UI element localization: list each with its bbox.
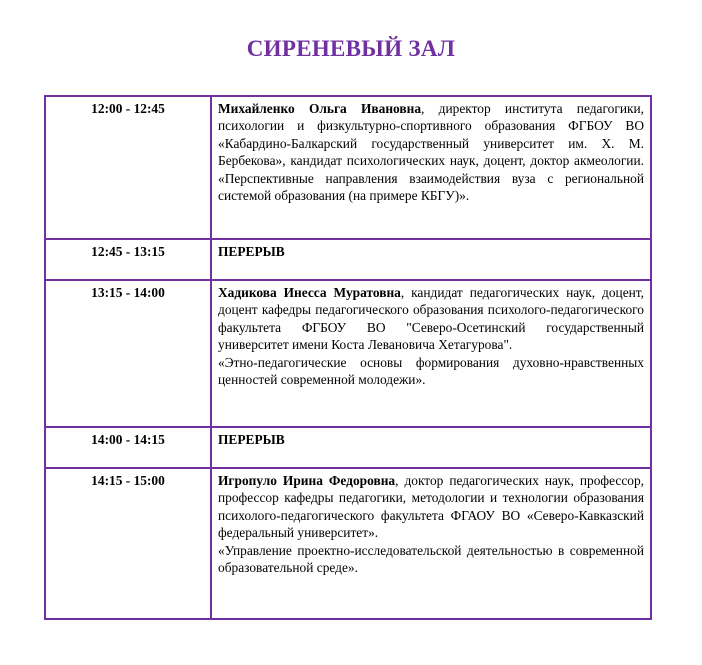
session-description [211, 280, 651, 427]
table-row [45, 96, 651, 239]
speaker-name: Михайленко Ольга Ивановна [218, 101, 422, 116]
table-row [45, 280, 651, 427]
schedule-table [44, 95, 652, 620]
session-description [211, 96, 651, 239]
hall-title: СИРЕНЕВЫЙ ЗАЛ [246, 36, 456, 61]
time-slot: 14:00 - 14:15 [45, 427, 211, 468]
speaker-name: Хадикова Инесса Муратовна [218, 285, 401, 300]
talk-topic: «Этно-педагогические основы формирования духовно-нравственных ценностей современной молодежи». [218, 354, 644, 388]
break-label: ПЕРЕРЫВ [218, 244, 285, 259]
time-slot: 14:15 - 15:00 [45, 468, 211, 619]
talk-topic: «Перспективные направления взаимодействия вуза с региональной системой образования (на примере КБГУ)». [218, 170, 644, 204]
session-description [211, 468, 651, 619]
session-description [211, 427, 651, 468]
break-label: ПЕРЕРЫВ [218, 432, 285, 447]
time-slot: 12:00 - 12:45 [45, 96, 211, 239]
table-row [45, 427, 651, 468]
speaker-details: , директор института педагогики, психологии и физкультурно-спортивного образования ФГБОУ ВО «Кабардино-Балкарский государственный университет им. Х. М. Бербекова», кандидат психологических наук, доцент, доктор акмеологии. [218, 101, 645, 169]
table-row [45, 239, 651, 280]
session-description [211, 239, 651, 280]
speaker-name: Игропуло Ирина Федоровна [218, 473, 396, 488]
speaker-details: , кандидат педагогических наук, доцент, доцент кафедры педагогического образования психолого-педагогического факультета ФГБОУ ВО "Северо-Осетинский государственный университет имени Коста Левановича Хетагурова". [218, 285, 644, 353]
time-slot: 12:45 - 13:15 [45, 239, 211, 280]
time-slot: 13:15 - 14:00 [45, 280, 211, 427]
table-row [45, 468, 651, 619]
speaker-details: , доктор педагогических наук, профессор, профессор кафедры педагогики, методологии и технологии образования психолого-педагогического факультета ФГАОУ ВО «Северо-Кавказский федеральный университет». [218, 473, 645, 541]
talk-topic: «Управление проектно-исследовательской деятельностью в современной образовательной среде». [218, 542, 644, 576]
